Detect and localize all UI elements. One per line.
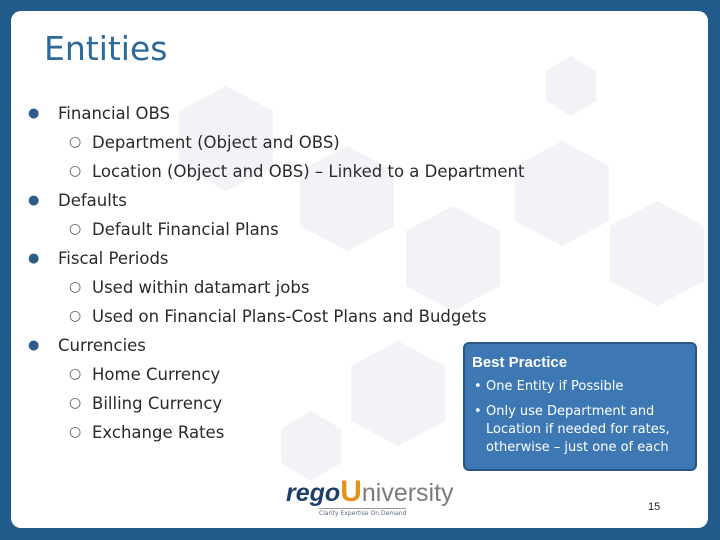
bullet-text: Fiscal Periods — [58, 249, 169, 268]
bullet-text: Used on Financial Plans-Cost Plans and Budgets — [92, 307, 487, 326]
logo-tagline: Clarity Expertise On Demand — [319, 510, 407, 517]
callout-item: • One Entity if Possible — [474, 379, 624, 394]
hollow-bullet-icon: ○ — [69, 279, 82, 295]
bullet-text: Financial OBS — [58, 104, 170, 123]
hollow-bullet-icon: ○ — [69, 163, 82, 179]
hollow-bullet-icon: ○ — [69, 221, 82, 237]
bullet-text: Default Financial Plans — [92, 220, 279, 239]
regou-logo — [283, 473, 454, 521]
sub-bullet-item — [25, 273, 545, 302]
sub-bullet-item — [25, 157, 545, 186]
bullet-dot-icon: • — [474, 404, 482, 419]
callout-list — [474, 378, 689, 464]
callout-item: • Only use Department and Location if needed for rates, otherwise – just one of each — [474, 404, 670, 455]
slide-title: Entities — [44, 29, 168, 68]
slide — [11, 11, 708, 528]
sub-bullet-item — [25, 302, 545, 331]
sub-bullet-item — [25, 215, 545, 244]
bullet-item — [25, 244, 545, 273]
bullet-item — [25, 99, 545, 128]
hollow-bullet-icon: ○ — [69, 424, 82, 440]
logo-rego: rego — [286, 479, 341, 507]
logo-u: U — [340, 475, 362, 508]
bullet-text: Location (Object and OBS) – Linked to a Department — [92, 162, 525, 181]
bullet-text: Home Currency — [92, 365, 221, 384]
page-number: 15 — [648, 501, 661, 513]
best-practice-callout — [463, 342, 697, 471]
bullet-text: Used within datamart jobs — [92, 278, 310, 297]
sub-bullet-item — [25, 128, 545, 157]
hollow-bullet-icon: ○ — [69, 366, 82, 382]
hollow-bullet-icon: ○ — [69, 395, 82, 411]
callout-title: Best Practice — [472, 354, 568, 371]
filled-bullet-icon: ● — [28, 251, 40, 266]
bullet-text: Department (Object and OBS) — [92, 133, 340, 152]
bullet-dot-icon: • — [474, 379, 482, 394]
filled-bullet-icon: ● — [28, 106, 40, 121]
bullet-text: Billing Currency — [92, 394, 223, 413]
filled-bullet-icon: ● — [28, 193, 40, 208]
bullet-text: Defaults — [58, 191, 127, 210]
hollow-bullet-icon: ○ — [69, 308, 82, 324]
bullet-item — [25, 186, 545, 215]
logo-rest: niversity — [361, 479, 454, 507]
bullet-text: Currencies — [58, 336, 146, 355]
filled-bullet-icon: ● — [28, 338, 40, 353]
bullet-text: Exchange Rates — [92, 423, 225, 442]
hollow-bullet-icon: ○ — [69, 134, 82, 150]
